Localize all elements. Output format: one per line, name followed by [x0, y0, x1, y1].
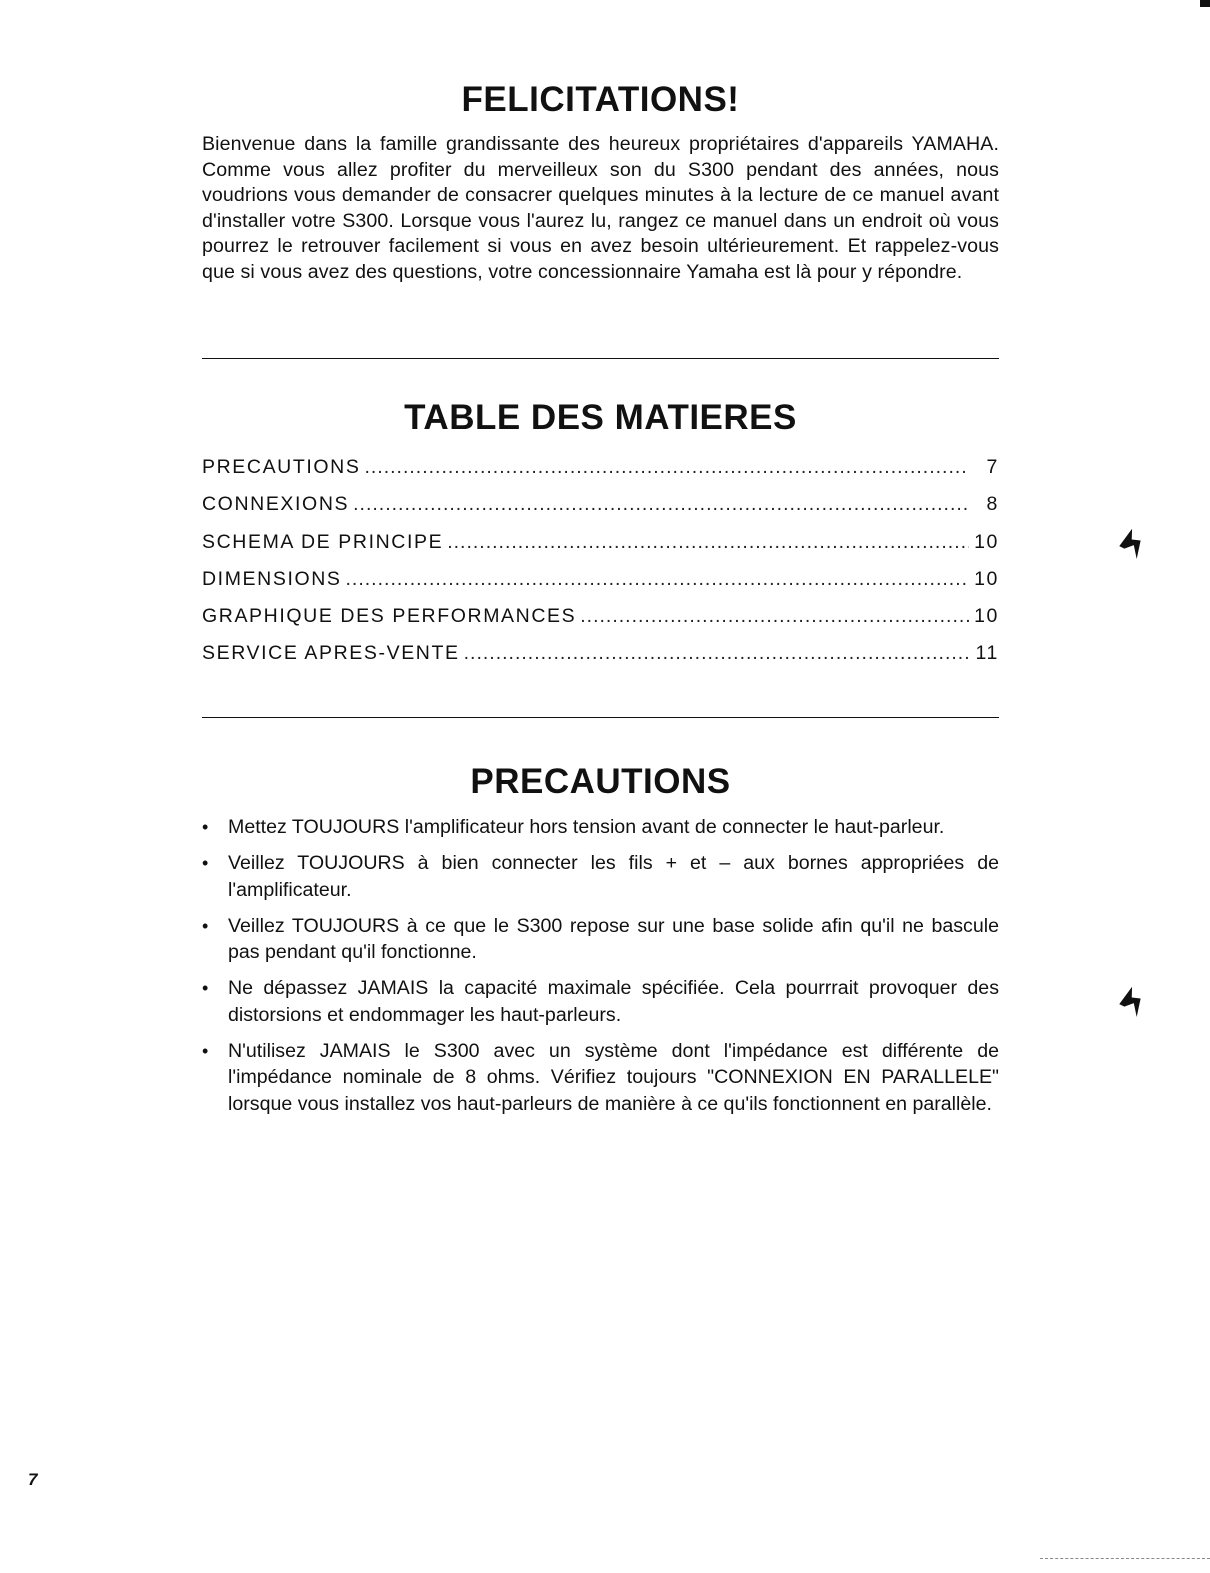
list-item: [202, 850, 999, 903]
section-divider: [202, 358, 999, 359]
toc-entry-service: [202, 642, 999, 679]
toc-entry-page: 10: [974, 530, 999, 553]
toc-leader-dots: [464, 642, 969, 665]
toc-list: [202, 456, 999, 680]
toc-entry-precautions: [202, 456, 999, 493]
toc-entry-schema: [202, 531, 999, 568]
toc-entry-label: DIMENSIONS: [202, 567, 342, 590]
bullet-icon: •: [202, 915, 209, 936]
precaution-text: Ne dépassez JAMAIS la capacité maximale spécifiée. Cela pourrrait provoquer des distorsions et endommager les haut-parleurs.: [228, 977, 999, 1026]
binder-mark-icon: [1113, 983, 1152, 1031]
felicitations-body: Bienvenue dans la famille grandissante des heureux propriétaires d'appareils YAMAHA. Comme vous allez profiter du merveilleux son du S300 pendant des années, nous voudrions vous demander de consacrer quelques minutes à la lecture de ce manuel avant d'installer votre S300. Lorsque vous l'aurez lu, rangez ce manuel dans un endroit où vous pourrez le retrouver facilement si vous en avez besoin ultérieurement. Et rappelez-vous que si vous avez des questions, votre concessionnaire Yamaha est là pour y répondre.: [202, 133, 999, 283]
page-number: 7: [28, 1470, 38, 1489]
bullet-icon: •: [202, 817, 209, 837]
toc-entry-page: 10: [974, 567, 999, 590]
precaution-text: Veillez TOUJOURS à ce que le S300 repose sur une base solide afin qu'il ne bascule pas pendant qu'il fonctionne.: [228, 914, 999, 964]
binder-mark-icon: [1113, 525, 1152, 573]
scan-bottom-line: [1040, 1558, 1210, 1559]
precautions-list: [202, 814, 999, 1117]
precautions-title: PRECAUTIONS: [470, 762, 731, 801]
toc-entry-label: CONNEXIONS: [202, 493, 350, 516]
toc-entry-label: GRAPHIQUE DES PERFORMANCES: [202, 605, 577, 628]
scan-edge-mark: [1200, 0, 1210, 7]
precaution-text: N'utilisez JAMAIS le S300 avec un système dont l'impédance est différente de l'impédance nominale de 8 ohms. Vérifiez toujours "CONNEXION EN PARALLELE" lorsque vous installez vos haut-parleurs de manière à ce qu'ils fonctionnent en parallèle.: [228, 1040, 999, 1115]
toc-title: TABLE DES MATIERES: [404, 398, 797, 437]
toc-entry-label: PRECAUTIONS: [202, 456, 361, 478]
toc-entry-label: SCHEMA DE PRINCIPE: [202, 530, 444, 553]
toc-entry-dimensions: [202, 568, 999, 605]
list-item: [202, 975, 999, 1028]
bullet-icon: •: [202, 853, 209, 874]
toc-leader-dots: [364, 456, 969, 479]
precaution-text: Veillez TOUJOURS à bien connecter les fils + et – aux bornes appropriées de l'amplificateur.: [228, 852, 999, 901]
toc-leader-dots: [346, 568, 969, 591]
section-divider: [202, 717, 999, 718]
toc-entry-page: 11: [975, 642, 999, 665]
precautions-section: [202, 762, 999, 1127]
bullet-icon: •: [202, 978, 209, 999]
felicitations-title: FELICITATIONS!: [461, 80, 740, 119]
toc-entry-graphique: [202, 605, 999, 642]
list-item: [202, 913, 999, 966]
toc-leader-dots: [447, 531, 969, 554]
list-item: [202, 814, 999, 840]
binder-mark-shape: [1113, 983, 1149, 1024]
toc-entry-page: 7: [986, 456, 999, 478]
precaution-text: Mettez TOUJOURS l'amplificateur hors tension avant de connecter le haut-parleur.: [228, 816, 945, 838]
felicitations-section: [202, 80, 999, 286]
toc-leader-dots: [580, 605, 969, 628]
toc-entry-connexions: [202, 493, 999, 530]
table-of-contents: [202, 398, 999, 680]
toc-entry-page: 8: [986, 493, 999, 516]
binder-mark-shape: [1113, 525, 1149, 566]
toc-entry-label: SERVICE APRES-VENTE: [202, 642, 460, 665]
bullet-icon: •: [202, 1041, 209, 1062]
toc-leader-dots: [353, 493, 969, 516]
list-item: [202, 1038, 999, 1117]
toc-entry-page: 10: [974, 605, 999, 628]
